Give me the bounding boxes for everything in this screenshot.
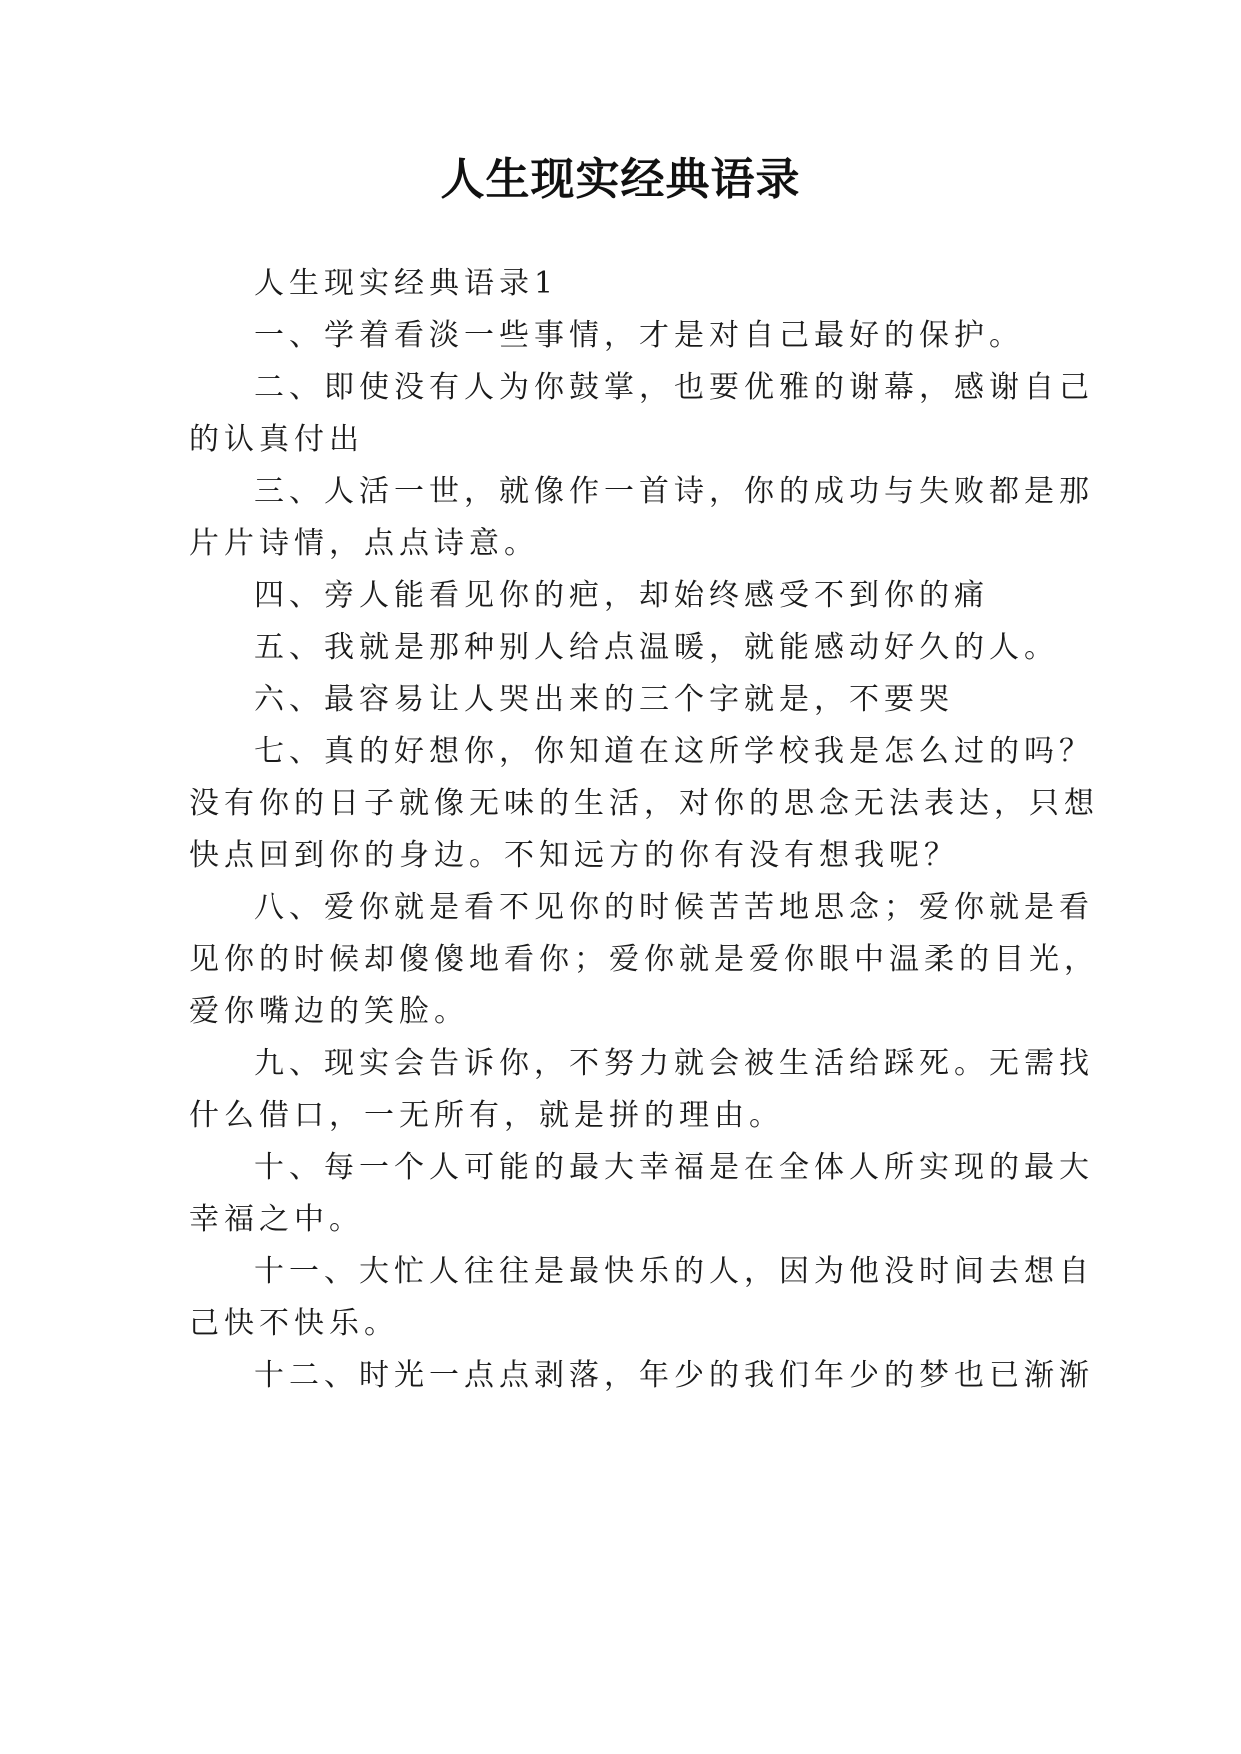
subheading-line: 人生现实经典语录1 — [254, 266, 559, 301]
paragraph-line: 没有你的日子就像无味的生活，对你的思念无法表达，只想 — [189, 786, 1099, 821]
paragraph-line: 己快不快乐。 — [189, 1306, 399, 1341]
paragraph-line: 六、最容易让人哭出来的三个字就是，不要哭 — [254, 682, 954, 717]
paragraph-line: 五、我就是那种别人给点温暖，就能感动好久的人。 — [254, 630, 1059, 665]
paragraph-line: 快点回到你的身边。不知远方的你有没有想我呢？ — [189, 838, 959, 873]
paragraph-line: 什么借口，一无所有，就是拼的理由。 — [189, 1098, 784, 1133]
paragraph-line: 片片诗情，点点诗意。 — [189, 526, 539, 561]
paragraph-line: 见你的时候却傻傻地看你；爱你就是爱你眼中温柔的目光， — [189, 942, 1099, 977]
paragraph-line: 十二、时光一点点剥落，年少的我们年少的梦也已渐渐 — [254, 1358, 1094, 1393]
paragraph-line: 一、学着看淡一些事情，才是对自己最好的保护。 — [254, 318, 1024, 353]
paragraph-line: 九、现实会告诉你，不努力就会被生活给踩死。无需找 — [254, 1046, 1094, 1081]
paragraph-line: 十一、大忙人往往是最快乐的人，因为他没时间去想自 — [254, 1254, 1094, 1289]
paragraph-line: 七、真的好想你，你知道在这所学校我是怎么过的吗？ — [254, 734, 1094, 769]
paragraph-line: 四、旁人能看见你的疤，却始终感受不到你的痛 — [254, 578, 989, 613]
paragraph-line: 幸福之中。 — [189, 1202, 364, 1237]
paragraph-line: 的认真付出 — [189, 422, 364, 457]
paragraph-line: 爱你嘴边的笑脸。 — [189, 994, 469, 1029]
paragraph-line: 三、人活一世，就像作一首诗，你的成功与失败都是那 — [254, 474, 1094, 509]
paragraph-line: 二、即使没有人为你鼓掌，也要优雅的谢幕，感谢自己 — [254, 370, 1094, 405]
paragraph-line: 十、每一个人可能的最大幸福是在全体人所实现的最大 — [254, 1150, 1094, 1185]
paragraph-line: 八、爱你就是看不见你的时候苦苦地思念；爱你就是看 — [254, 890, 1094, 925]
document-title: 人生现实经典语录 — [440, 154, 801, 205]
